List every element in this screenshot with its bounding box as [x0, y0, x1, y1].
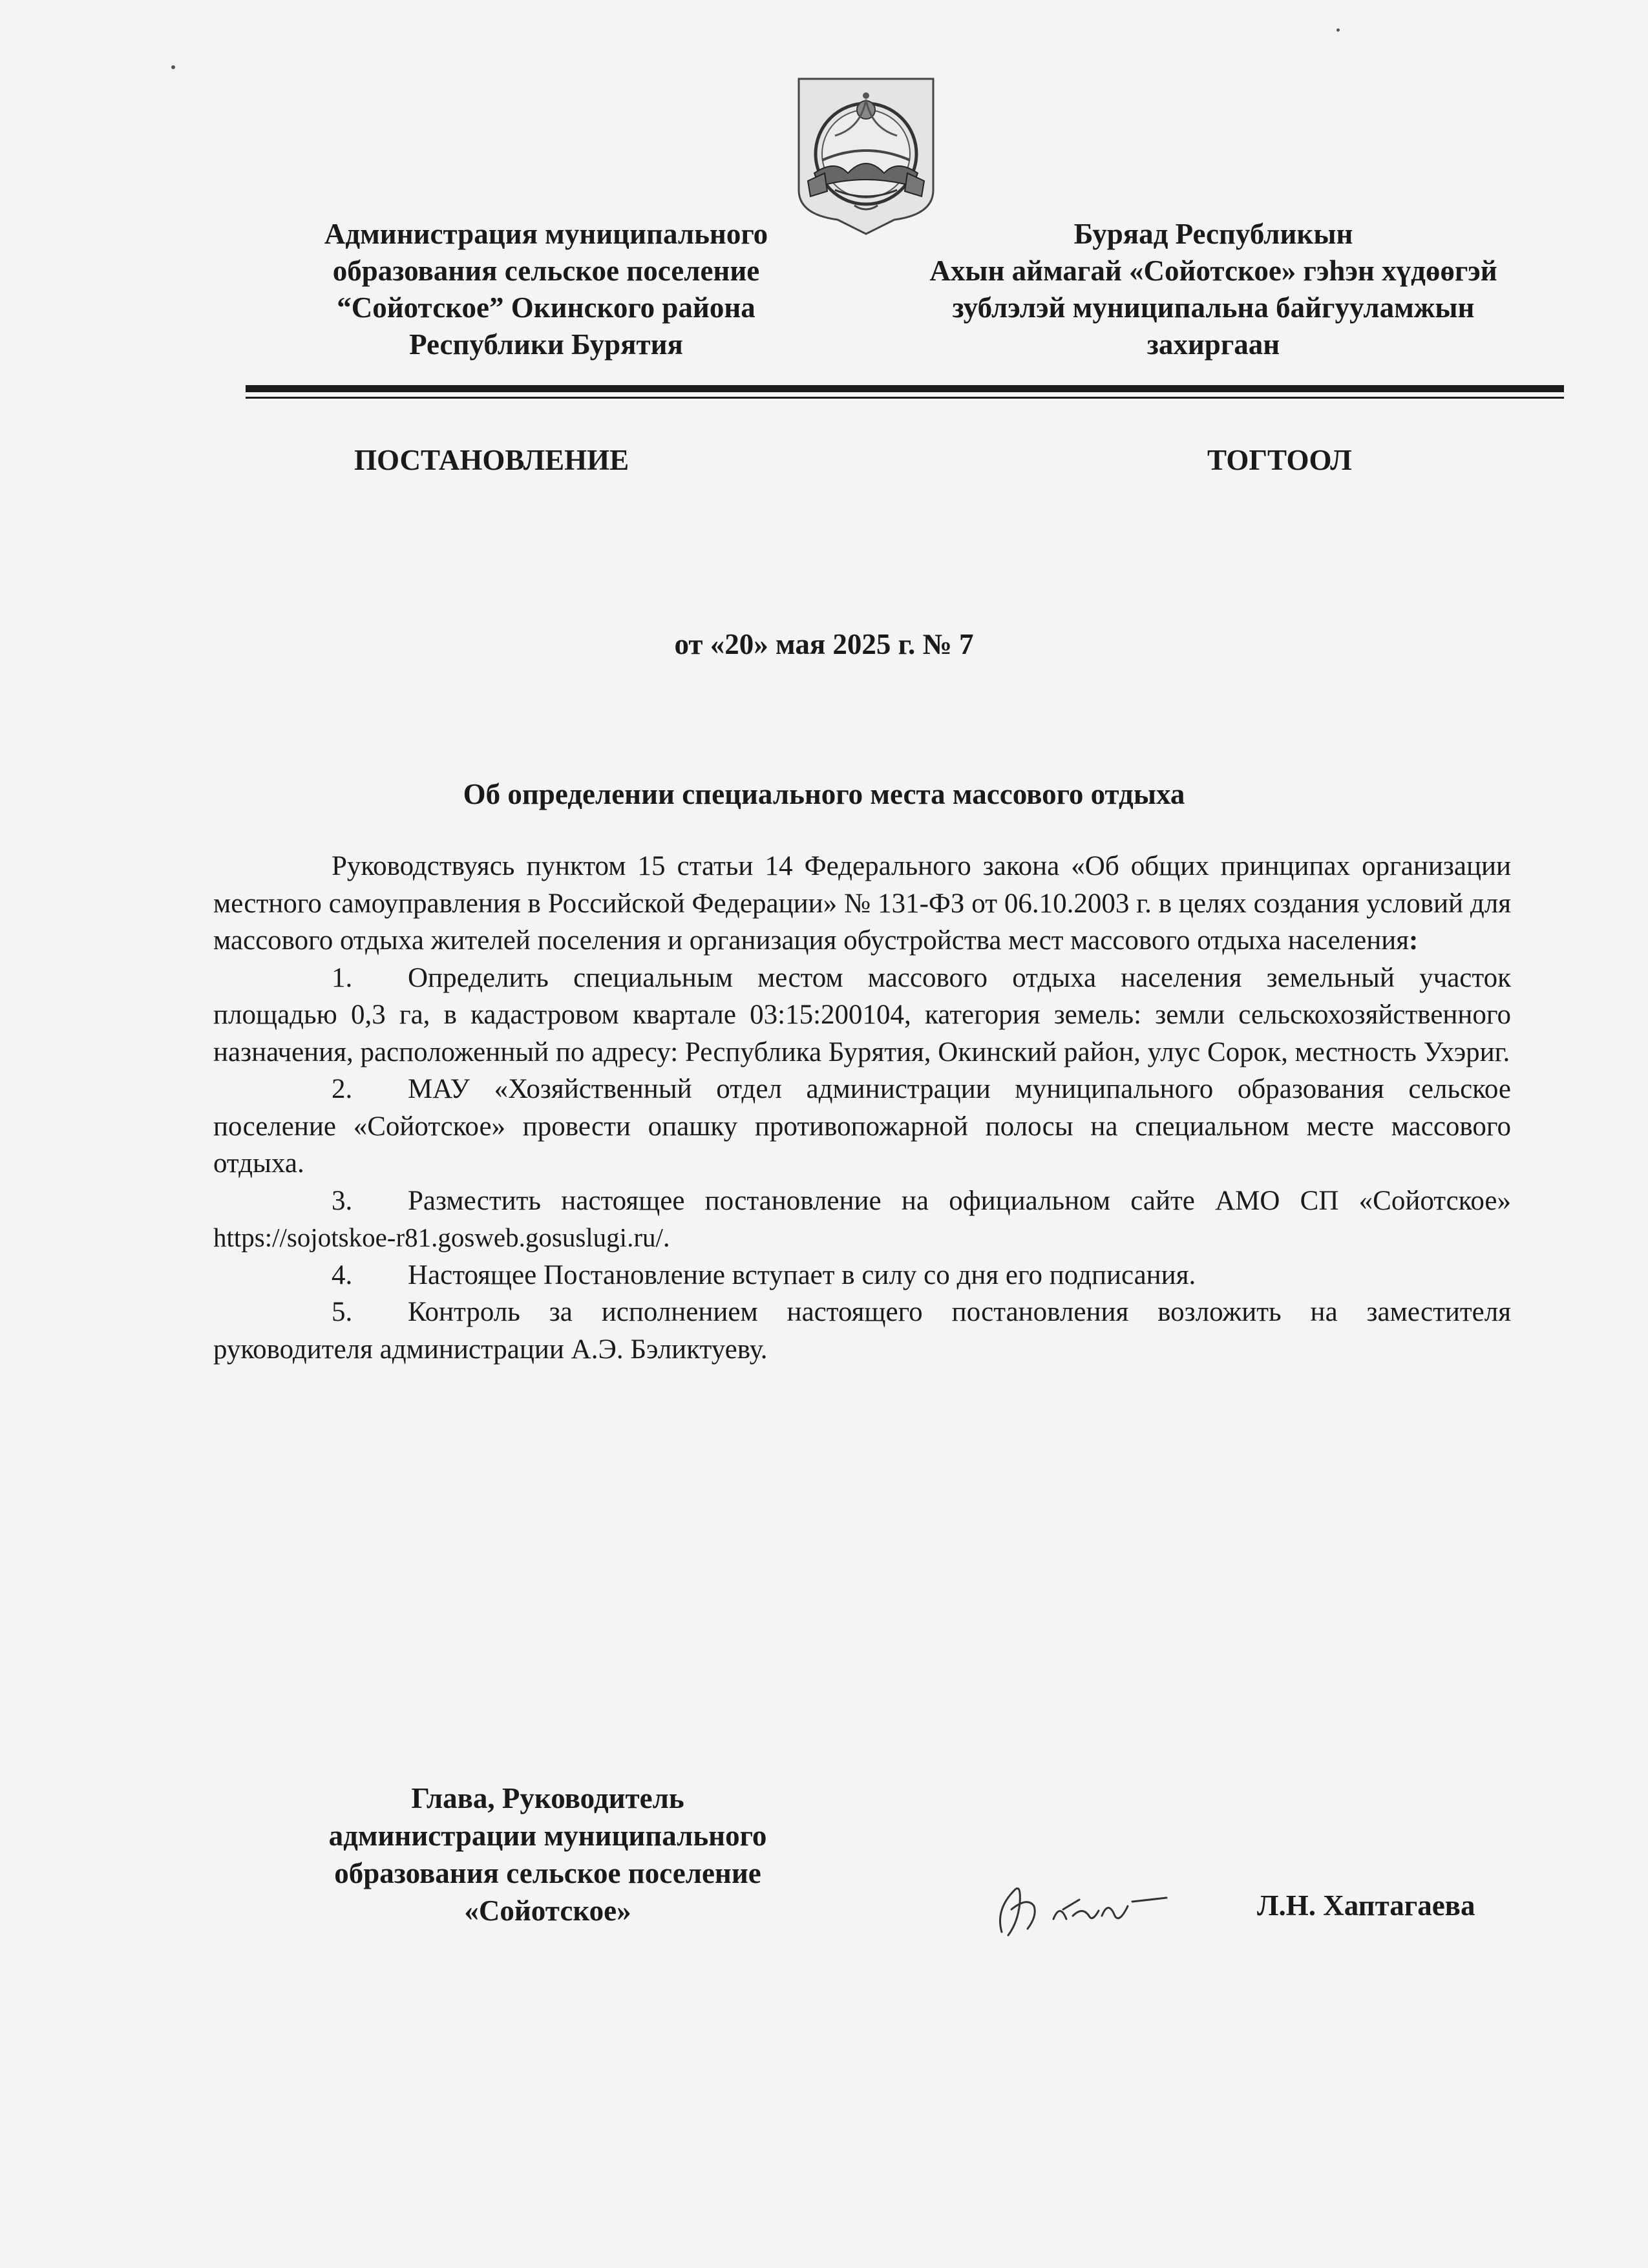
header-left-line: образования сельское поселение: [332, 255, 760, 287]
handwritten-signature: [982, 1871, 1176, 1942]
list-item: [213, 1294, 1511, 1368]
list-item-text: Определить специальным местом массового отдыха населения земельный участок площадью 0,3 га, в кадастровом квартале 03:15:200104, категория земель: земли сельскохозяйственного назначения, расположенный по адресу: Республика Бурятия, Окинский район, улус Сорок, местность Ухэриг.: [213, 962, 1511, 1067]
document-body: [213, 848, 1511, 1368]
preamble-text: Руководствуясь пунктом 15 статьи 14 Федерального закона «Об общих принципах организации местного самоуправления в Российской Федерации» № 131-ФЗ от 06.10.2003 г. в целях создания условий для массового отдыха жителей поселения и организация обустройства мест массового отдыха населения: [213, 851, 1511, 956]
list-item-text: Контроль за исполнением настоящего постановления возложить на заместителя руководителя администрации А.Э. Бэликтуеву.: [213, 1297, 1511, 1365]
list-item-number: 1.: [332, 962, 353, 993]
list-item-number: 4.: [332, 1259, 353, 1290]
header-left-line: “Сойотское” Окинского района: [337, 291, 755, 324]
preamble-closing: :: [1409, 925, 1419, 956]
header-right-line: Буряад Республикын: [1073, 218, 1353, 250]
preamble-paragraph: [213, 848, 1511, 960]
list-item-number: 3.: [332, 1185, 353, 1216]
website-link[interactable]: https://sojotskoe-r81.gosweb.gosuslugi.ru/: [213, 1223, 663, 1252]
document-subject: Об определении специального места массового отдыха: [463, 778, 1185, 810]
document-type-russian: ПОСТАНОВЛЕНИЕ: [354, 444, 629, 476]
list-item: [213, 960, 1511, 1071]
list-item-number: 2.: [332, 1074, 353, 1104]
list-item-number: 5.: [332, 1297, 353, 1327]
header-right-line: Ахын аймагай «Сойотское» гэһэн хүдөөгэй: [929, 255, 1497, 287]
signatory-title: [275, 1780, 821, 1929]
list-item: [213, 1257, 1511, 1294]
signatory-title-line: «Сойотское»: [464, 1895, 631, 1927]
document-date-number: от «20» мая 2025 г. № 7: [674, 628, 974, 660]
signatory-title-line: администрации муниципального: [328, 1820, 767, 1852]
header-left-line: Администрация муниципального: [324, 218, 768, 250]
signatory-name: Л.Н. Хаптагаева: [1257, 1889, 1475, 1922]
header-right-line: захиргаан: [1146, 328, 1280, 361]
header-left-line: Республики Бурятия: [409, 328, 683, 361]
document-type-buryat: ТОГТООЛ: [1207, 444, 1352, 476]
header-right-line: зублэлэй муниципальна байгууламжын: [952, 291, 1475, 324]
list-item-text: Настоящее Постановление вступает в силу со дня его подписания.: [408, 1259, 1196, 1290]
header-right-organization: [869, 216, 1558, 363]
scan-speck: [171, 65, 175, 69]
signatory-title-line: образования сельское поселение: [334, 1857, 761, 1889]
list-item: [213, 1071, 1511, 1182]
header-divider-thin: [246, 397, 1564, 399]
list-item-text: Разместить настоящее постановление на официальном сайте АМО СП «Сойотское»: [408, 1185, 1511, 1216]
list-item-text-end: .: [662, 1223, 670, 1253]
signatory-title-line: Глава, Руководитель: [411, 1782, 684, 1814]
coat-of-arms-emblem: [796, 76, 936, 235]
list-item-text: МАУ «Хозяйственный отдел администрации муниципального образования сельское поселение «Сойотское» провести опашку противопожарной полосы на специальном месте массового отдыха.: [213, 1074, 1511, 1179]
list-item: [213, 1182, 1511, 1257]
header-left-organization: [255, 216, 837, 363]
header-divider-thick: [246, 385, 1564, 392]
scan-speck: [1336, 28, 1340, 32]
